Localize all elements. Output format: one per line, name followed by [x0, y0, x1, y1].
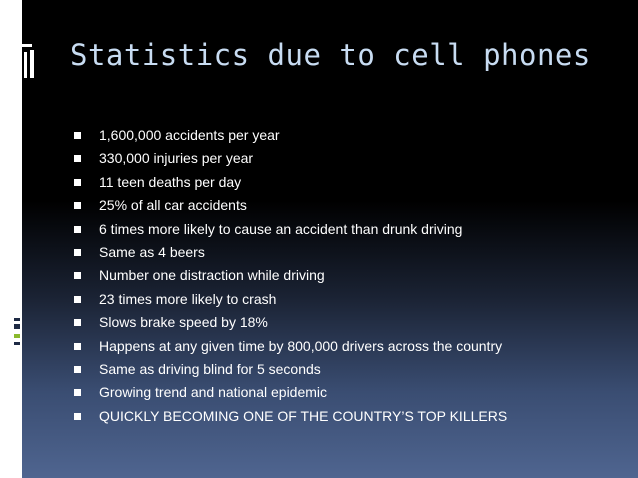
- bullet-list: [74, 124, 507, 428]
- bullet-text: Same as 4 beers: [99, 243, 205, 260]
- bullet-text: Same as driving blind for 5 seconds: [99, 360, 321, 377]
- list-item: [74, 311, 507, 334]
- bullet-text: Slows brake speed by 18%: [99, 314, 268, 331]
- square-bullet-icon: [74, 202, 81, 209]
- bullet-text: Growing trend and national epidemic: [99, 384, 328, 401]
- bullet-text: 330,000 injuries per year: [99, 150, 254, 167]
- bullet-text: Number one distraction while driving: [99, 267, 325, 284]
- list-item: [74, 124, 507, 147]
- bullet-text: Happens at any given time by 800,000 drivers across the country: [99, 337, 503, 354]
- list-item: [74, 335, 507, 358]
- square-bullet-icon: [74, 249, 81, 256]
- list-item: [74, 288, 507, 311]
- list-item: [74, 358, 507, 381]
- list-item: [74, 147, 507, 170]
- square-bullet-icon: [74, 179, 81, 186]
- bullet-text: 25% of all car accidents: [99, 197, 247, 214]
- list-item: [74, 241, 507, 264]
- square-bullet-icon: [74, 132, 81, 139]
- list-item: [74, 264, 507, 287]
- square-bullet-icon: [74, 319, 81, 326]
- bullet-text: 11 teen deaths per day: [99, 173, 242, 190]
- bullet-text: 1,600,000 accidents per year: [99, 127, 280, 143]
- list-item: [74, 405, 507, 428]
- bullet-text: QUICKLY BECOMING ONE OF THE COUNTRY’S TOP KILLERS: [99, 407, 508, 424]
- square-bullet-icon: [74, 389, 81, 396]
- square-bullet-icon: [74, 296, 81, 303]
- list-item: [74, 194, 507, 217]
- square-bullet-icon: [74, 343, 81, 350]
- list-item: [74, 218, 507, 241]
- slide-title: Statistics due to cell phones: [70, 38, 591, 72]
- square-bullet-icon: [74, 366, 81, 373]
- square-bullet-icon: [74, 155, 81, 162]
- list-item: [74, 381, 507, 404]
- list-item: [74, 171, 507, 194]
- bullet-text: 23 times more likely to crash: [99, 290, 277, 307]
- square-bullet-icon: [74, 413, 81, 420]
- square-bullet-icon: [74, 272, 81, 279]
- square-bullet-icon: [74, 226, 81, 233]
- bullet-text: 6 times more likely to cause an accident than drunk driving: [99, 220, 463, 237]
